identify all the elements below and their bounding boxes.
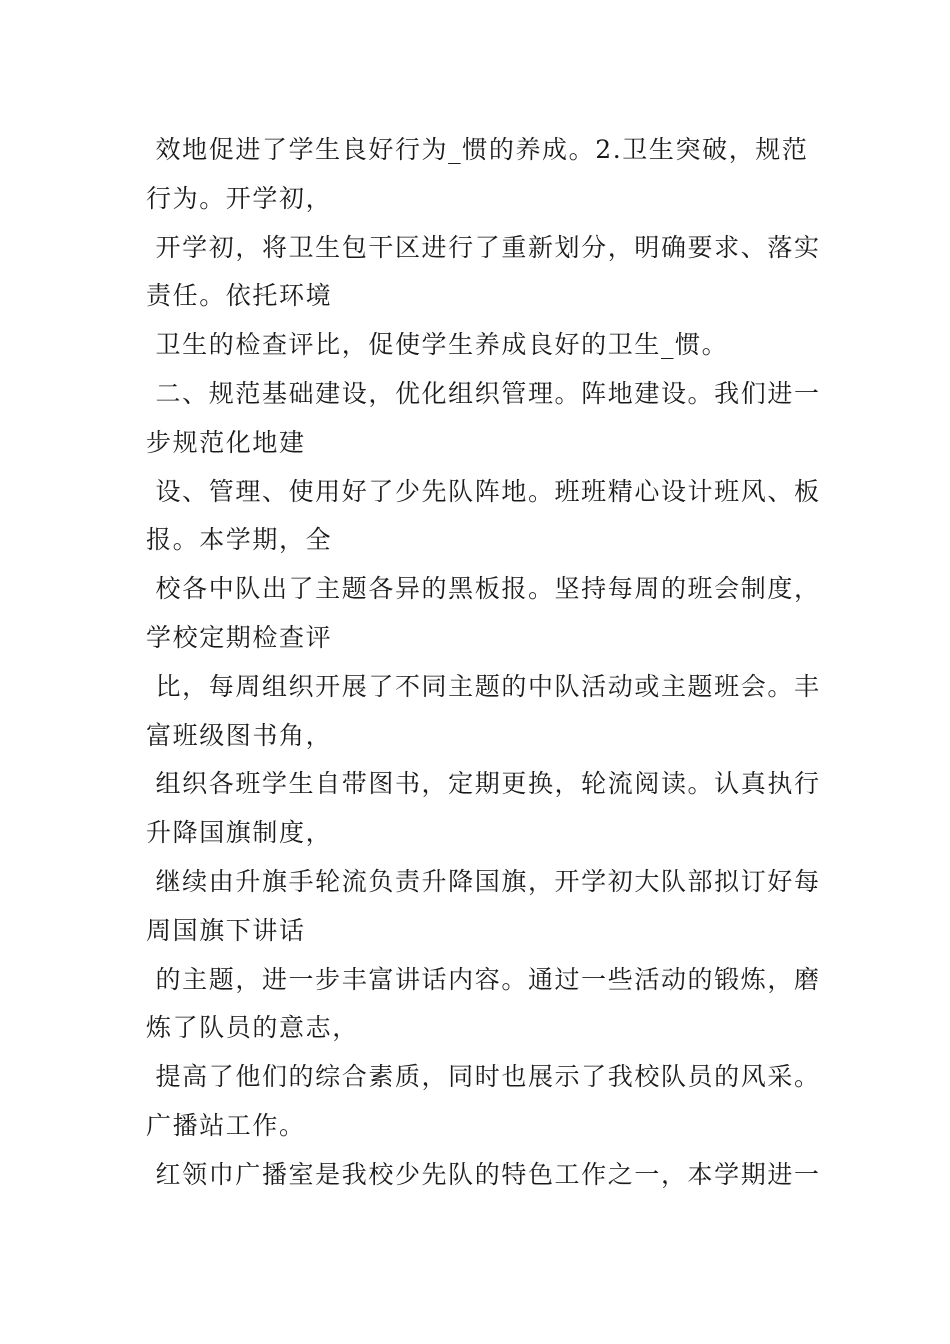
document-body [146,126,821,1200]
text-line: 的主题，进一步丰富讲话内容。通过一些活动的锻炼，磨 [146,964,821,994]
text-line: 红领巾广播室是我校少先队的特色工作之一，本学期进一 [146,1159,821,1189]
text-line: 二、规范基础建设，优化组织管理。阵地建设。我们进一 [146,378,821,408]
text-line: 设、管理、使用好了少先队阵地。班班精心设计班风、板 [146,476,821,506]
text-line: 周国旗下讲话 [146,915,306,945]
text-line: 广播站工作。 [146,1110,306,1140]
text-line: 比，每周组织开展了不同主题的中队活动或主题班会。丰 [146,671,821,701]
text-line: 步规范化地建 [146,427,306,457]
text-line: 卫生的检查评比，促使学生养成良好的卫生_惯。 [146,330,729,360]
text-line: 继续由升旗手轮流负责升降国旗，开学初大队部拟订好每 [146,866,821,896]
text-line: 效地促进了学生良好行为_惯的养成。2.卫生突破，规范 [146,135,809,164]
text-line: 责任。依托环境 [146,281,333,311]
text-line: 富班级图书角， [146,720,333,750]
text-line: 组织各班学生自带图书，定期更换，轮流阅读。认真执行 [146,769,821,799]
text-line: 学校定期检查评 [146,622,333,652]
text-line: 行为。开学初， [146,183,333,213]
text-line: 开学初，将卫生包干区进行了重新划分，明确要求、落实 [146,232,821,262]
text-line: 升降国旗制度， [146,818,333,848]
text-line: 炼了队员的意志， [146,1013,359,1043]
text-line: 报。本学期，全 [146,525,333,555]
text-line: 提高了他们的综合素质，同时也展示了我校队员的风采。 [146,1062,821,1092]
text-line: 校各中队出了主题各异的黑板报。坚持每周的班会制度， [146,574,821,604]
